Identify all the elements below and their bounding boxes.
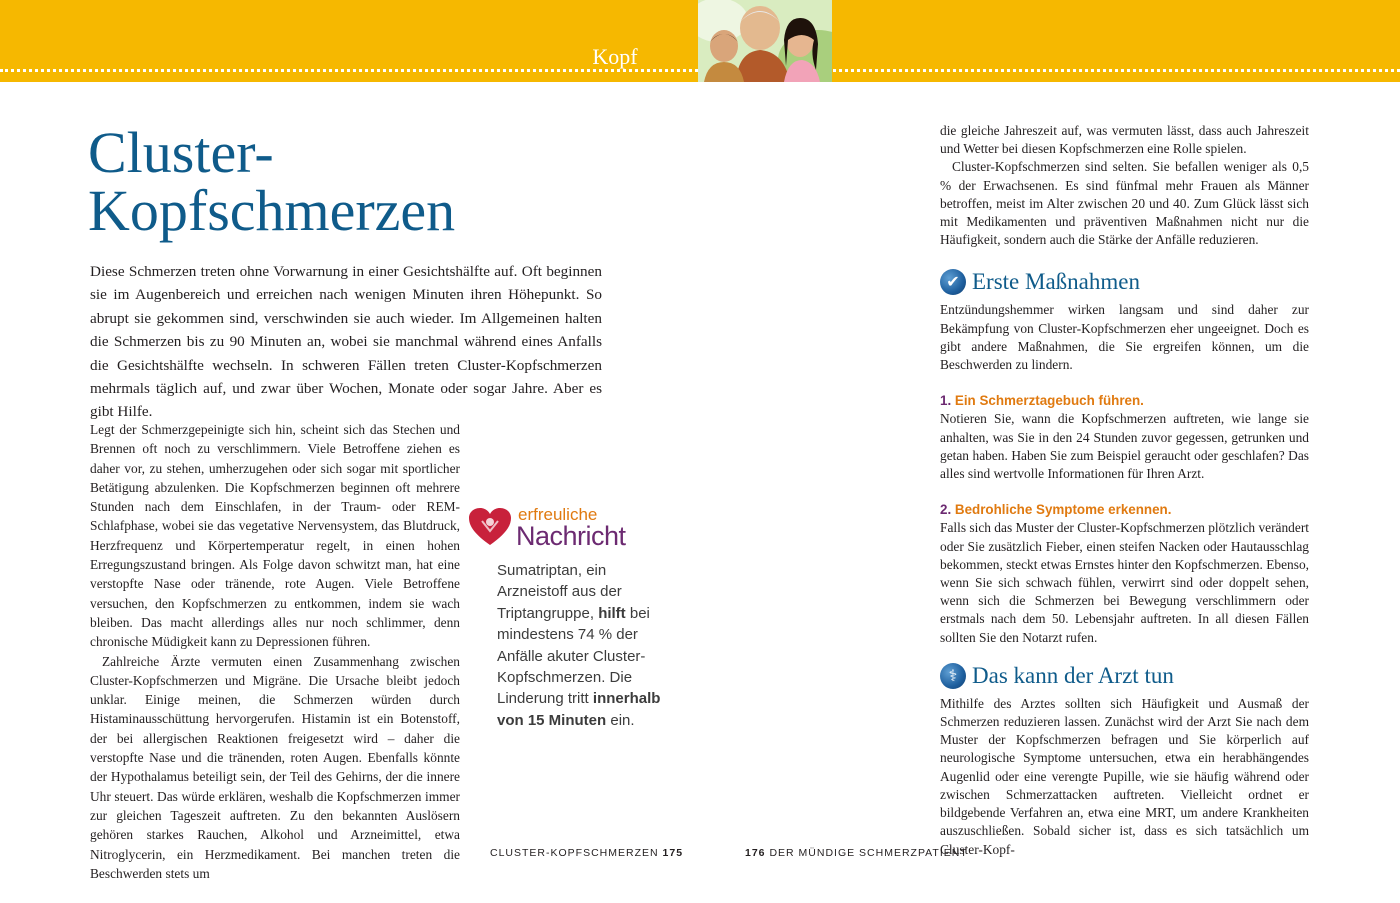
section-label: Kopf — [592, 44, 638, 69]
good-news-text — [497, 560, 667, 731]
heading-text: Das kann der Arzt tun — [972, 662, 1174, 688]
stethoscope-icon: ⚕ — [940, 663, 966, 689]
page-number: 175 — [662, 847, 684, 859]
running-title: CLUSTER-KOPFSCHMERZEN — [490, 847, 659, 859]
running-title: DER MÜNDIGE SCHMERZPATIENT — [769, 847, 968, 859]
step-number: 2. — [940, 502, 952, 518]
good-news-text-part: bei mindestens 74 % der Anfälle akuter Cluster-Kopfschmerzen. Die Linderung tritt — [497, 604, 650, 708]
family-photo-image — [698, 0, 832, 82]
heading-arzt — [940, 663, 1309, 689]
good-news-emphasis: innerhalb von 15 Minuten — [497, 690, 661, 729]
checkmark-icon: ✔ — [940, 269, 966, 295]
heart-icon — [468, 507, 512, 547]
good-news-label-big: Nachricht — [516, 521, 626, 551]
body-paragraph: Cluster-Kopfschmerzen sind selten. Sie befallen weniger als 0,5 % der Erwachsenen. Es sind fünfmal mehr Frauen als Männer betroffen, meist im Alter zwischen 20 und 40. Zum Glück lässt sich mit Medikamenten und präventiven Maßnahmen nicht nur die Häufigkeit, sondern auch die Stärke der Anfälle reduzieren. — [940, 159, 1309, 248]
body-paragraph: Notieren Sie, wann die Kopfschmerzen auftreten, wie lange sie anhalten, was Sie in den 24 Stunden zuvor gegessen, getrunken und getan haben. Haben Sie zum Beispiel geraucht oder geschlafen? Das alles sind wertvolle Informationen für Ihren Arzt. — [940, 411, 1309, 482]
intro-paragraph: Diese Schmerzen treten ohne Vorwarnung in einer Gesichtshälfte auf. Oft beginnen sie im Augenbereich und erreichen nach wenigen Minuten ihren Höhepunkt. So abrupt sie gekommen sind, verschwinden sie auch wieder. Im Allgemeinen halten die Schmerzen bis zu 90 Minuten an, wobei sie manchmal während eines Anfalls die Gesichtshälfte wechseln. In schweren Fällen treten Cluster-Kopfschmerzen mehrmals täglich auf, und zwar über Wochen, Monate oder sogar Jahre. Aber es gibt Hilfe. — [90, 263, 602, 421]
right-column — [940, 122, 1309, 859]
step-title: Ein Schmerztagebuch führen. — [954, 393, 1144, 409]
header-photo — [698, 0, 832, 82]
footer-right — [745, 847, 968, 859]
body-paragraph: die gleiche Jahreszeit auf, was vermuten lässt, dass auch Jahreszeit und Wetter bei diesen Kopfschmerzen eine Rolle spielen. — [940, 123, 1309, 157]
body-paragraph: Entzündungshemmer wirken langsam und sind daher zur Bekämpfung von Cluster-Kopfschmerzen eher ungeeignet. Doch es gibt andere Maßnahmen, die Sie ergreifen können, um die Beschwerden zu lindern. — [940, 302, 1309, 373]
body-paragraph: Mithilfe des Arztes sollten sich Häufigkeit und Ausmaß der Schmerzen reduzieren lassen. Zunächst wird der Arzt Sie nach dem Muster der Kopfschmerzen befragen und Sie körperlich auf neurologische Symptome untersuchen, etwa ein herabhängendes Augenlid oder eine verengte Pupille, wie sie häufig während oder zwischen Schmerzattacken auftreten. Vielleicht ordnet er bildgebende Verfahren an, etwa eine MRT, um andere Krankheiten auszuschließen. Sobald sicher ist, dass es sich tatsächlich um Cluster-Kopf- — [940, 695, 1309, 857]
left-column — [90, 420, 460, 883]
body-paragraph: Legt der Schmerzgepeinigte sich hin, scheint sich das Stechen und Brennen oft noch zu verschlimmern. Viele Betroffene ziehen es daher vor, zu stehen, umherzugehen oder sich sogar mit sportlicher Betätigung abzulenken. Die Kopfschmerzen beginnen oft mehrere Stunden nach dem Einschlafen, in der Traum- oder REM-Schlafphase, wobei sie das vegetative Nervensystem, das Blutdruck, Herzfrequenz und Körpertemperatur regelt, in einen hohen Erregungszustand bringen. Als Folge davon schwitzt man, hat eine verstopfte Nase oder tränende, rote Augen. Viele Betroffene versuchen, den Kopfschmerzen zu entkommen, indem sie wach bleiben. Das macht allerdings alles nur noch schlimmer, denn chronische Müdigkeit kann zu Depressionen führen. — [90, 422, 460, 650]
step-1-heading — [940, 392, 1309, 410]
body-paragraph: Falls sich das Muster der Cluster-Kopfschmerzen plötzlich verändert oder Sie zusätzlich Fieber, einen steifen Nacken oder Hautausschlag bekommen, steckt etwas Ernstes hinter den Kopfschmerzen. Ebenso, wenn Sie sich schwach fühlen, verwirrt sind oder doppelt sehen, wenn sich die Schmerzen bei Bewegung verschlimmern oder erstmals nach dem 50. Lebensjahr auftreten. In all diesen Fällen sollten Sie den Notarzt rufen. — [940, 520, 1309, 645]
step-2-heading — [940, 501, 1309, 519]
header-bar — [0, 0, 1400, 82]
good-news-text-part: ein. — [610, 711, 635, 729]
page-number: 176 — [745, 847, 766, 859]
title-line-1: Cluster- — [88, 120, 274, 185]
good-news-emphasis: hilft — [598, 604, 626, 622]
good-news-text-part: Sumatriptan, ein Arzneistoff aus der Triptangruppe, — [497, 562, 622, 622]
good-news-label-small: erfreuliche — [518, 505, 598, 524]
footer-left — [490, 847, 683, 859]
body-paragraph: Zahlreiche Ärzte vermuten einen Zusammenhang zwischen Cluster-Kopfschmerzen und Migräne. Die Ursache bleibt jedoch unklar. Einige meinen, die Schmerzen würden durch Histaminausschüttung hervorgerufen. Histamin ist ein Botenstoff, der bei allergischen Reaktionen freigesetzt wird – daher die verstopfte Nase und die tränenden, roten Augen. Ebenfalls könnte der Hypothalamus beteiligt sein, der Teil des Gehirns, der die innere Uhr steuert. Das würde erklären, weshalb die Kopfschmerzen immer zur gleichen Tageszeit auftreten. Zu den bekannten Auslösern gehören starkes Rauchen, Alkohol und Arzneimittel, etwa Nitroglycerin, ein Herzmedikament. Bei manchen treten die Beschwerden stets um — [90, 653, 460, 881]
heading-erste-massnahmen — [940, 269, 1309, 295]
step-title: Bedrohliche Symptome erkennen. — [954, 502, 1172, 518]
page-title — [88, 120, 456, 243]
heading-text: Erste Maßnahmen — [972, 269, 1140, 295]
title-line-2: Kopfschmerzen — [88, 178, 456, 243]
step-number: 1. — [940, 393, 952, 409]
